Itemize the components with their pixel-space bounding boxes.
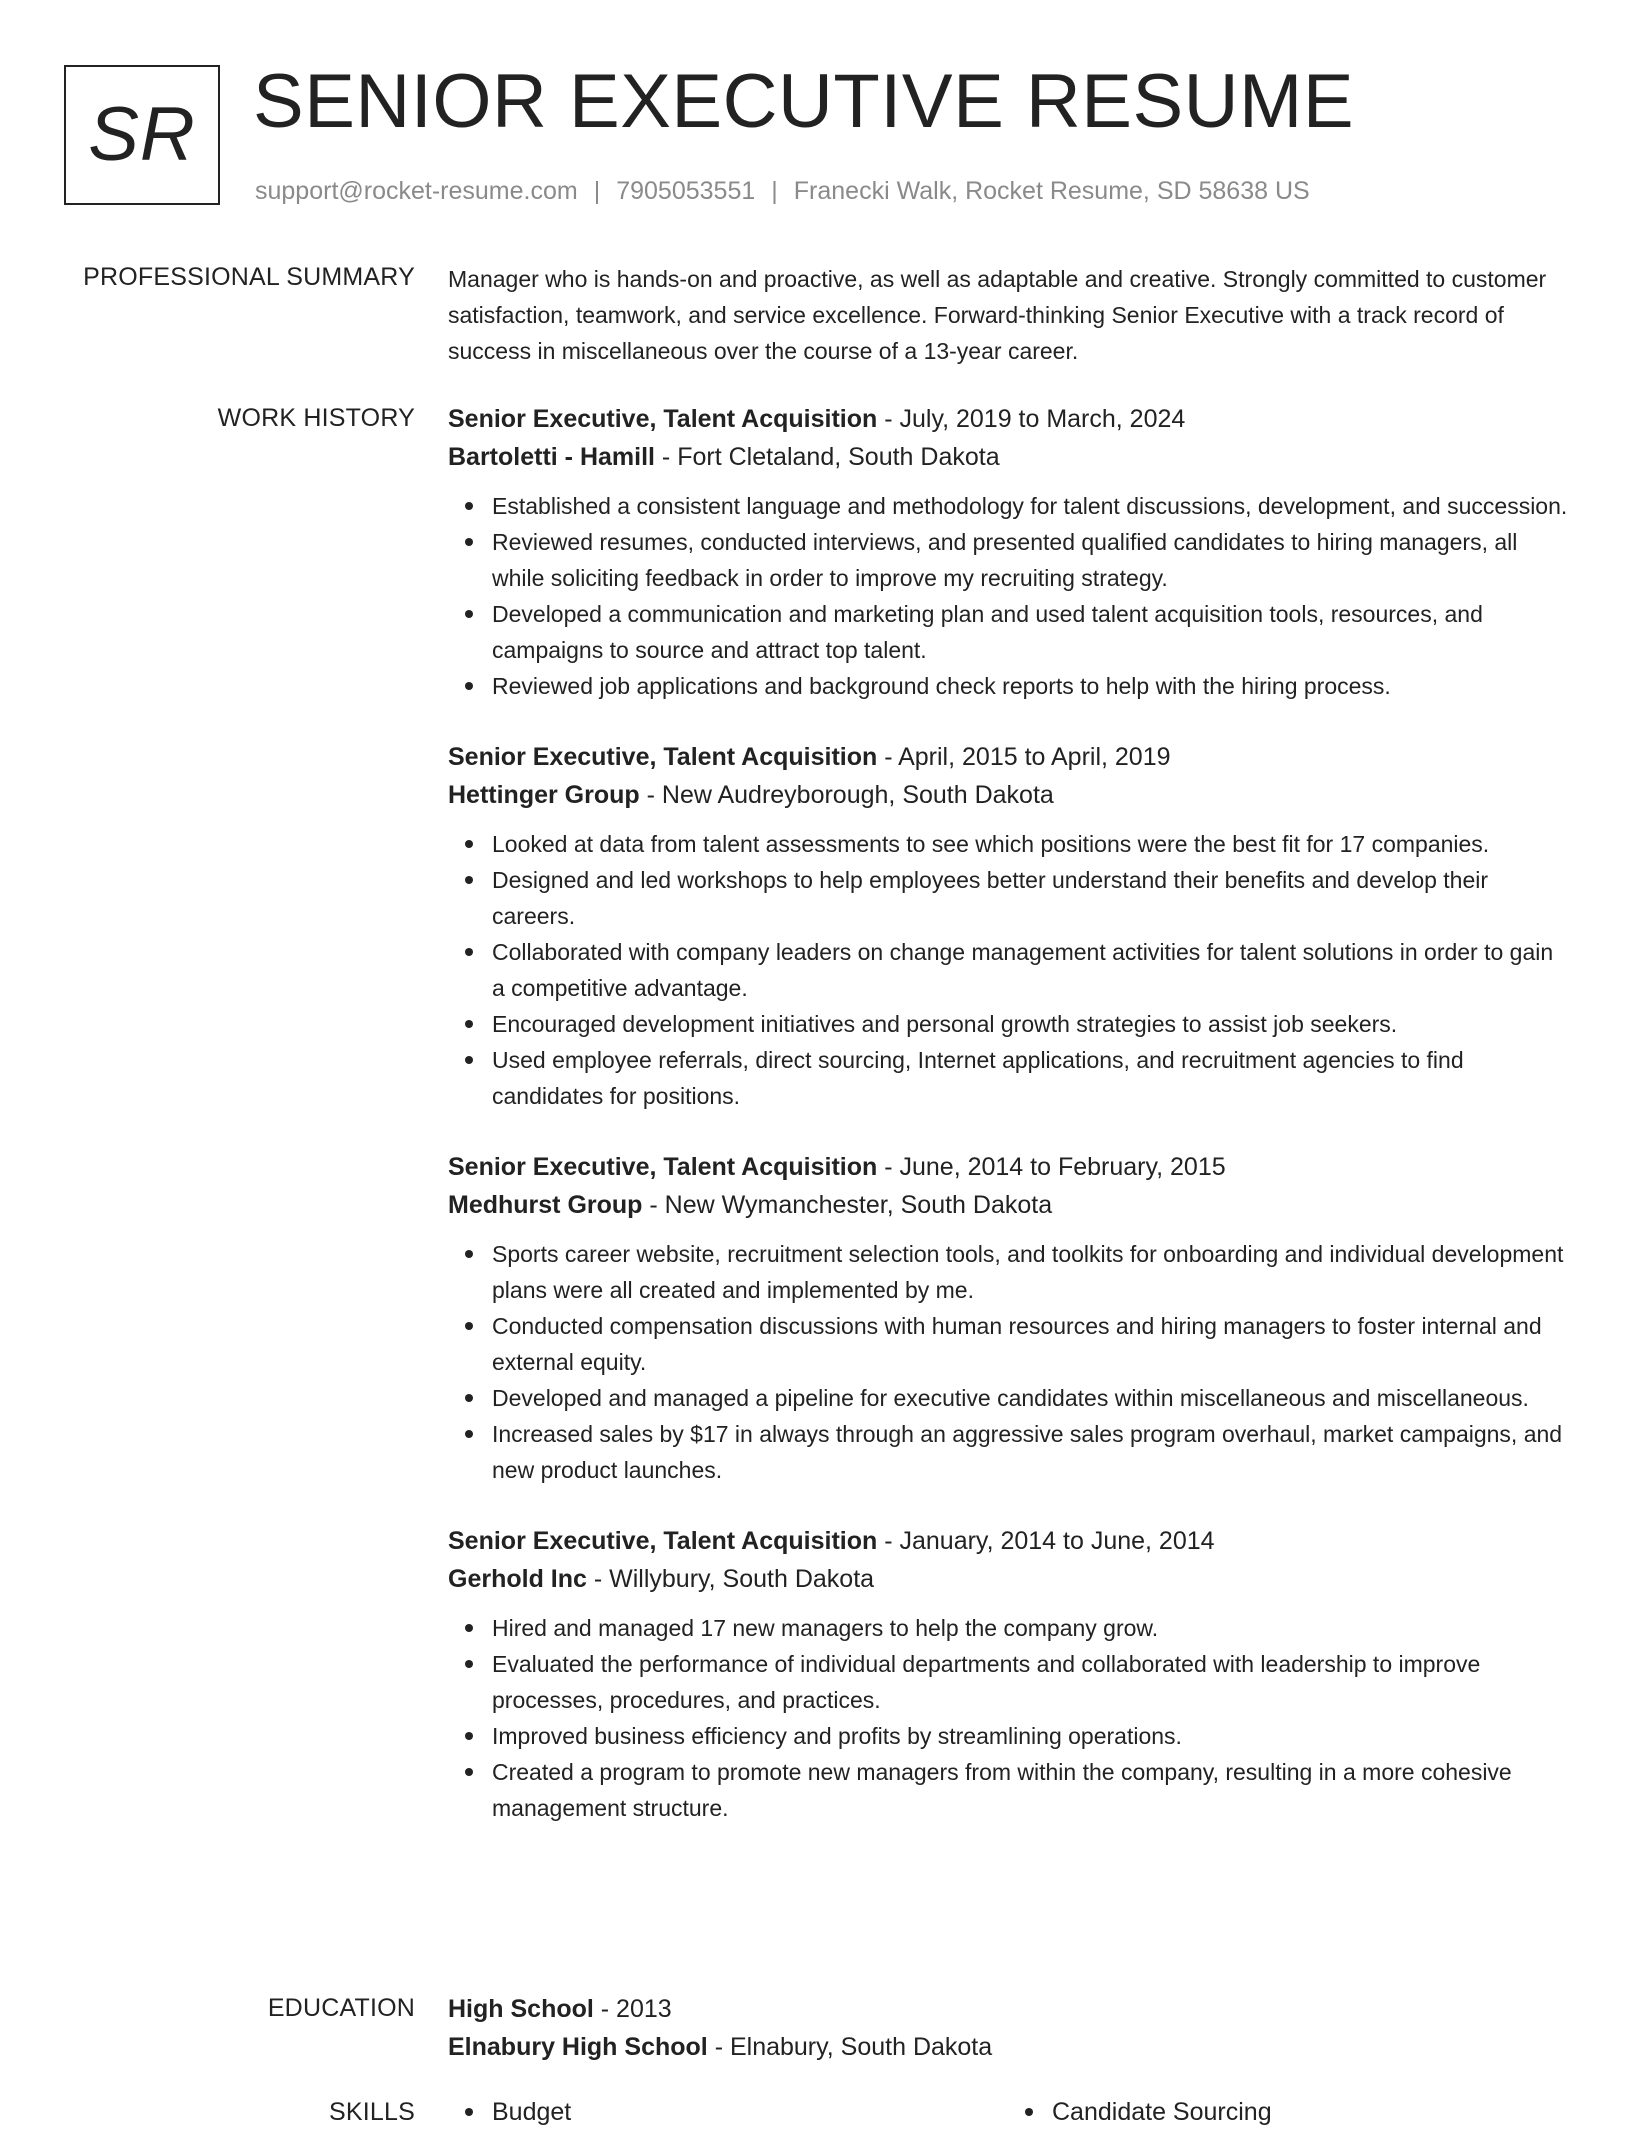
section-label-skills: SKILLS bbox=[329, 2098, 415, 2126]
education-degree: High School bbox=[448, 1995, 594, 2023]
contact-separator: | bbox=[593, 177, 601, 205]
job-title-line bbox=[448, 1522, 1568, 1560]
bullet-dot-icon bbox=[465, 610, 473, 618]
job-location: - Fort Cletaland, South Dakota bbox=[654, 443, 1000, 471]
job-location: - New Wymanchester, South Dakota bbox=[642, 1191, 1053, 1219]
job-bullet-text: Collaborated with company leaders on change management activities for talent solutions in order to gain a competitive advantage. bbox=[492, 939, 1554, 1001]
skill-text: Budget bbox=[492, 2098, 572, 2126]
job-bullet-list bbox=[448, 826, 1568, 1114]
section-label-education: EDUCATION bbox=[267, 1994, 415, 2022]
bullet-dot-icon bbox=[465, 682, 473, 690]
bullet-dot-icon bbox=[465, 948, 473, 956]
job-company-line bbox=[448, 776, 1568, 814]
job-bullet-item bbox=[492, 488, 1568, 524]
job-company-line bbox=[448, 1186, 1568, 1224]
job-bullet-item bbox=[492, 934, 1568, 1006]
job-title: Senior Executive, Talent Acquisition bbox=[448, 1527, 878, 1555]
job-bullet-item bbox=[492, 1308, 1568, 1380]
job-company-line bbox=[448, 1560, 1568, 1598]
bullet-dot-icon bbox=[1025, 2108, 1033, 2116]
job-bullet-item bbox=[492, 1042, 1568, 1114]
bullet-dot-icon bbox=[465, 2108, 473, 2116]
job-bullet-text: Used employee referrals, direct sourcing, Internet applications, and recruitment agencies to find candidates for positions. bbox=[492, 1047, 1464, 1109]
bullet-dot-icon bbox=[465, 1768, 473, 1776]
job-bullet-text: Encouraged development initiatives and personal growth strategies to assist job seekers. bbox=[492, 1011, 1398, 1037]
job-entry bbox=[448, 1148, 1568, 1488]
job-bullet-list bbox=[448, 1236, 1568, 1488]
job-title-line bbox=[448, 1148, 1568, 1186]
job-bullet-item bbox=[492, 1006, 1568, 1042]
education-location: - Elnabury, South Dakota bbox=[707, 2033, 993, 2061]
work-history-body bbox=[448, 400, 1568, 1860]
job-company-line bbox=[448, 438, 1568, 476]
job-bullet-item bbox=[492, 1646, 1568, 1718]
job-bullet-text: Developed and managed a pipeline for executive candidates within miscellaneous and miscellaneous. bbox=[492, 1385, 1529, 1411]
job-bullet-text: Hired and managed 17 new managers to help the company grow. bbox=[492, 1615, 1159, 1641]
job-title: Senior Executive, Talent Acquisition bbox=[448, 1153, 878, 1181]
education-school: Elnabury High School bbox=[448, 2033, 708, 2061]
skill-item bbox=[1008, 2094, 1568, 2130]
skill-item bbox=[448, 2094, 1008, 2130]
job-title-line bbox=[448, 738, 1568, 776]
job-bullet-text: Created a program to promote new managers from within the company, resulting in a more cohesive management structure. bbox=[492, 1759, 1512, 1821]
job-bullet-text: Reviewed resumes, conducted interviews, and presented qualified candidates to hiring managers, all while soliciting feedback in order to improve my recruiting strategy. bbox=[492, 529, 1518, 591]
job-bullet-text: Designed and led workshops to help employees better understand their benefits and develop their careers. bbox=[492, 867, 1489, 929]
contact-phone: 7905053551 bbox=[616, 177, 756, 205]
contact-separator: | bbox=[771, 177, 778, 205]
job-entry bbox=[448, 738, 1568, 1114]
job-company: Medhurst Group bbox=[448, 1191, 643, 1219]
job-location: - Willybury, South Dakota bbox=[586, 1565, 875, 1593]
job-location: - New Audreyborough, South Dakota bbox=[639, 781, 1054, 809]
job-dates: - April, 2015 to April, 2019 bbox=[877, 743, 1171, 771]
job-company: Bartoletti - Hamill bbox=[448, 443, 655, 471]
bullet-dot-icon bbox=[465, 1056, 473, 1064]
job-title: Senior Executive, Talent Acquisition bbox=[448, 743, 878, 771]
bullet-dot-icon bbox=[465, 840, 473, 848]
job-bullet-item bbox=[492, 826, 1568, 862]
job-company: Hettinger Group bbox=[448, 781, 640, 809]
job-dates: - January, 2014 to June, 2014 bbox=[877, 1527, 1215, 1555]
bullet-dot-icon bbox=[465, 1250, 473, 1258]
job-title-line bbox=[448, 400, 1568, 438]
job-bullet-item bbox=[492, 862, 1568, 934]
job-bullet-item bbox=[492, 1754, 1568, 1826]
contact-line bbox=[255, 174, 1310, 208]
job-bullet-text: Reviewed job applications and background check reports to help with the hiring process. bbox=[492, 673, 1391, 699]
job-bullet-text: Conducted compensation discussions with human resources and hiring managers to foster internal and external equity. bbox=[492, 1313, 1542, 1375]
job-bullet-text: Sports career website, recruitment selection tools, and toolkits for onboarding and individual development plans were all created and implemented by me. bbox=[492, 1241, 1564, 1303]
job-bullet-item bbox=[492, 1718, 1568, 1754]
bullet-dot-icon bbox=[465, 876, 473, 884]
job-bullet-text: Established a consistent language and methodology for talent discussions, development, and succession. bbox=[492, 493, 1568, 519]
monogram-box bbox=[64, 65, 220, 205]
education-degree-line bbox=[448, 1990, 1568, 2028]
job-bullet-text: Looked at data from talent assessments to see which positions were the best fit for 17 companies. bbox=[492, 831, 1490, 857]
job-company: Gerhold Inc bbox=[448, 1565, 587, 1593]
job-bullet-item bbox=[492, 1416, 1568, 1488]
bullet-dot-icon bbox=[465, 538, 473, 546]
contact-email: support@rocket-resume.com bbox=[255, 177, 578, 205]
bullet-dot-icon bbox=[465, 1624, 473, 1632]
bullet-dot-icon bbox=[465, 1430, 473, 1438]
job-entry bbox=[448, 1522, 1568, 1826]
job-bullet-text: Evaluated the performance of individual departments and collaborated with leadership to improve processes, procedures, and practices. bbox=[492, 1651, 1481, 1713]
job-bullet-item bbox=[492, 1236, 1568, 1308]
education-school-line bbox=[448, 2028, 1568, 2066]
job-bullet-item bbox=[492, 1610, 1568, 1646]
job-bullet-text: Developed a communication and marketing plan and used talent acquisition tools, resources, and campaigns to source and attract top talent. bbox=[492, 601, 1483, 663]
job-dates: - July, 2019 to March, 2024 bbox=[877, 405, 1186, 433]
job-bullet-list bbox=[448, 488, 1568, 704]
education-year: - 2013 bbox=[593, 1995, 672, 2023]
bullet-dot-icon bbox=[465, 502, 473, 510]
bullet-dot-icon bbox=[465, 1020, 473, 1028]
job-bullet-item bbox=[492, 668, 1568, 704]
job-title: Senior Executive, Talent Acquisition bbox=[448, 405, 878, 433]
bullet-dot-icon bbox=[465, 1660, 473, 1668]
skill-text: Candidate Sourcing bbox=[1052, 2098, 1272, 2126]
skills-body bbox=[448, 2094, 1568, 2130]
job-bullet-item bbox=[492, 596, 1568, 668]
bullet-dot-icon bbox=[465, 1394, 473, 1402]
section-label-summary: PROFESSIONAL SUMMARY bbox=[83, 263, 415, 291]
monogram-initials: SR bbox=[88, 92, 196, 177]
job-bullet-text: Improved business efficiency and profits by streamlining operations. bbox=[492, 1723, 1182, 1749]
job-entry bbox=[448, 400, 1568, 704]
summary-text: Manager who is hands-on and proactive, as well as adaptable and creative. Strongly committed to customer satisfaction, teamwork, and service excellence. Forward-thinking Senior Executive with a track record of success in miscellaneous over the course of a 13-year career. bbox=[448, 266, 1547, 364]
contact-address: Franecki Walk, Rocket Resume, SD 58638 US bbox=[793, 177, 1310, 205]
section-label-work-history: WORK HISTORY bbox=[217, 404, 415, 432]
job-bullet-item bbox=[492, 1380, 1568, 1416]
bullet-dot-icon bbox=[465, 1322, 473, 1330]
bullet-dot-icon bbox=[465, 1732, 473, 1740]
job-bullet-text: Increased sales by $17 in always through an aggressive sales program overhaul, market campaigns, and new product launches. bbox=[492, 1421, 1563, 1483]
summary-body bbox=[448, 261, 1568, 369]
skills-row bbox=[448, 2094, 1568, 2130]
job-dates: - June, 2014 to February, 2015 bbox=[877, 1153, 1226, 1181]
job-bullet-item bbox=[492, 524, 1568, 596]
education-body bbox=[448, 1990, 1568, 2066]
job-bullet-list bbox=[448, 1610, 1568, 1826]
resume-title: SENIOR EXECUTIVE RESUME bbox=[253, 59, 1355, 144]
